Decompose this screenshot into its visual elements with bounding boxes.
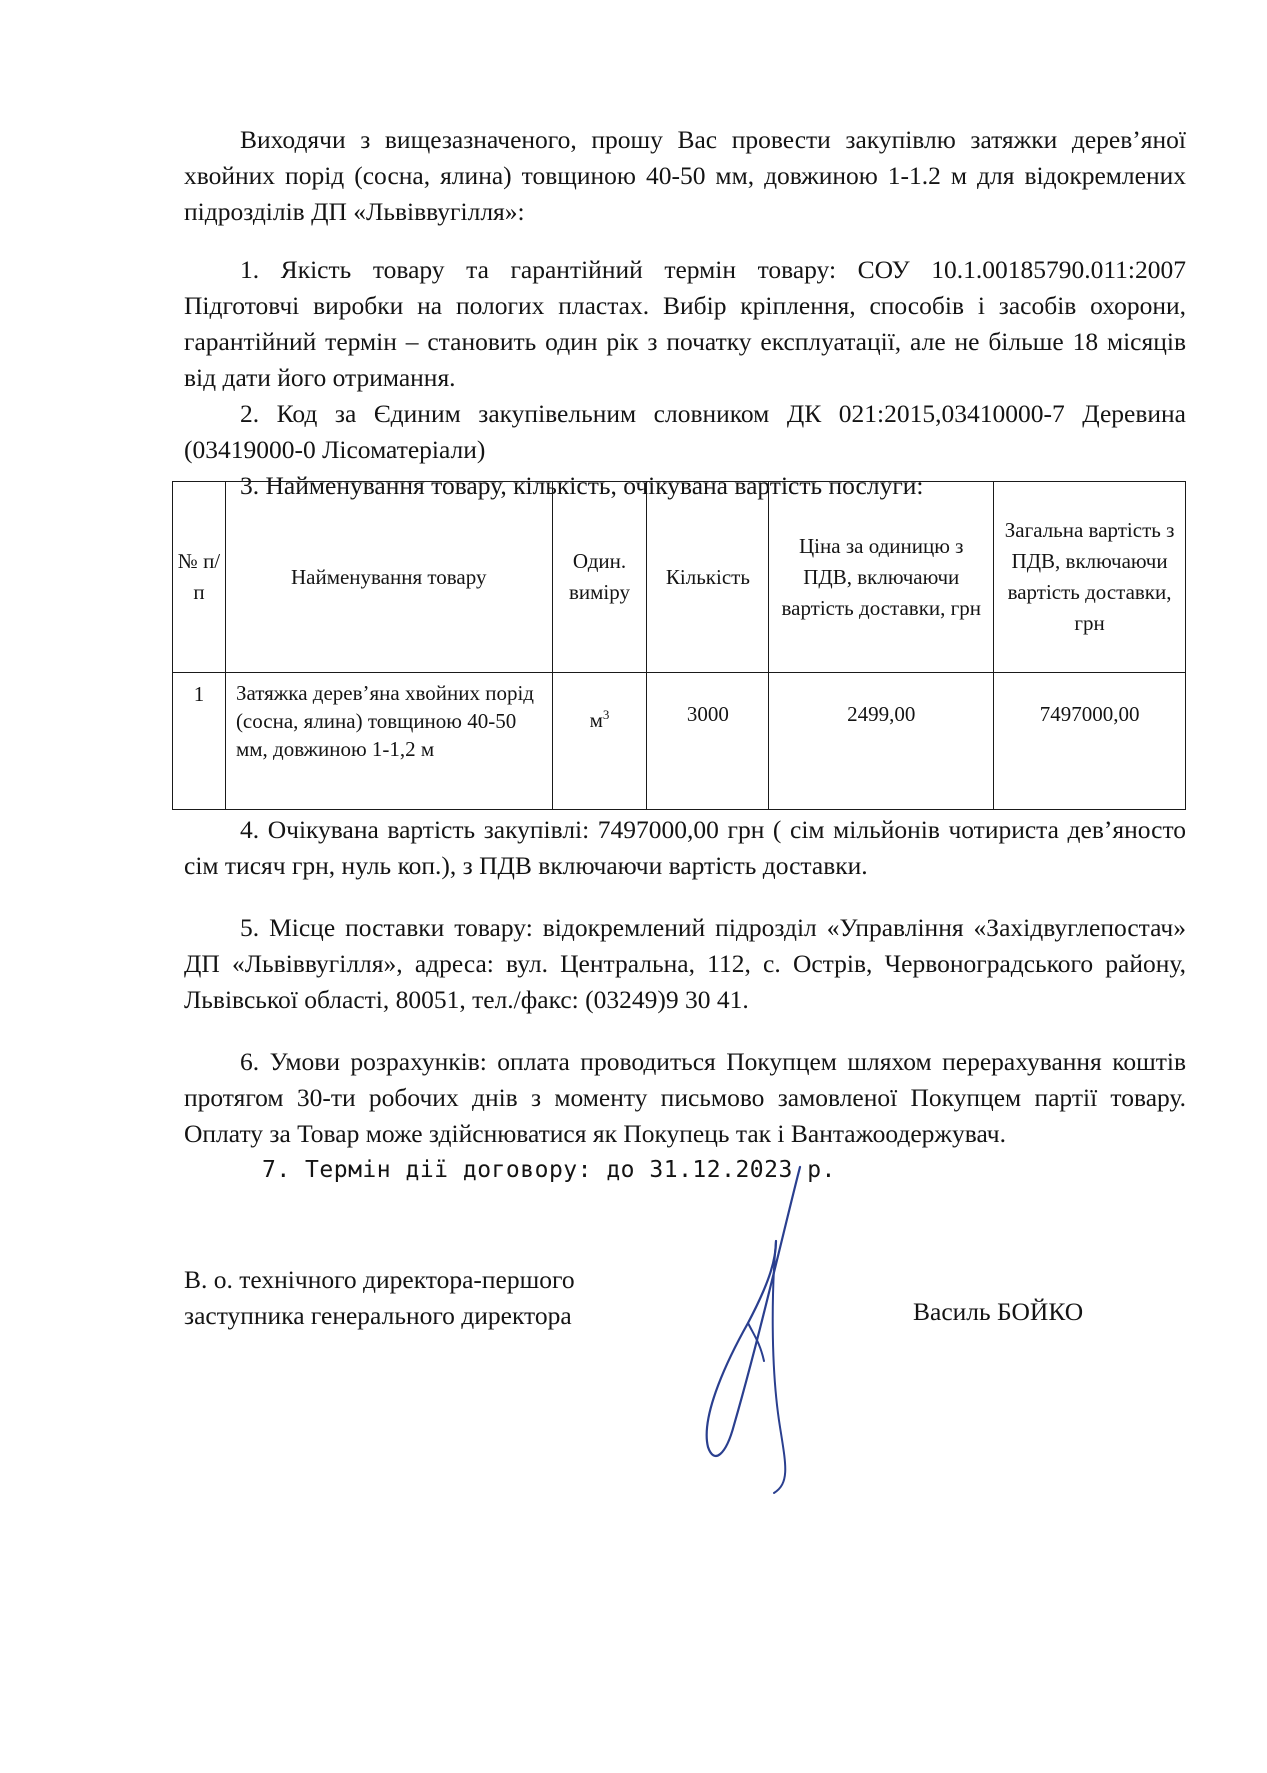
header-unit: Один. виміру bbox=[552, 482, 647, 673]
goods-table bbox=[172, 481, 1186, 810]
table-row bbox=[173, 673, 1186, 810]
cell-qty: 3000 bbox=[647, 673, 769, 810]
document-body-top bbox=[184, 122, 1186, 504]
handwritten-signature bbox=[690, 1165, 820, 1495]
header-name: Найменування товару bbox=[225, 482, 552, 673]
item-2-paragraph: 2. Код за Єдиним закупівельним словником ДК 021:2015,03410000-7 Деревина (03419000-0 Лісоматеріали) bbox=[184, 399, 1186, 464]
item-4-paragraph: 4. Очікувана вартість закупівлі: 7497000,00 грн ( сім мільйонів чотириста дев’яносто сім тисяч грн, нуль коп.), з ПДВ включаючи вартість доставки. bbox=[184, 815, 1186, 880]
cell-num: 1 bbox=[173, 673, 226, 810]
document-body-bottom bbox=[184, 812, 1186, 1188]
item-6-paragraph: 6. Умови розрахунків: оплата проводиться Покупцем шляхом перерахування коштів протягом 30-ти робочих днів з моменту письмово замовленої Покупцем партії товару. Оплату за Товар може здійснюватися як Покупець так і Вантажоодержувач. bbox=[184, 1047, 1186, 1148]
cell-unit bbox=[552, 673, 647, 810]
cell-price: 2499,00 bbox=[769, 673, 994, 810]
signer-position-line-2: заступника генерального директора bbox=[184, 1301, 572, 1330]
unit-text: м bbox=[589, 708, 603, 732]
header-qty: Кількість bbox=[647, 482, 769, 673]
intro-paragraph: Виходячи з вищезазначеного, прошу Вас провести закупівлю затяжки дерев’яної хвойних порід (сосна, ялина) товщиною 40-50 мм, довжиною 1-1.2 м для відокремлених підрозділів ДП «Львіввугілля»: bbox=[184, 125, 1186, 226]
unit-superscript: 3 bbox=[602, 707, 610, 722]
item-7-paragraph: 7. Термін дії договору: до 31.12.2023 р. bbox=[262, 1157, 836, 1183]
signer-position-line-1: В. о. технічного директора-першого bbox=[184, 1265, 575, 1294]
header-total: Загальна вартість з ПДВ, включаючи вартість доставки, грн bbox=[994, 482, 1186, 673]
signer-position bbox=[184, 1262, 575, 1334]
header-num: № п/п bbox=[173, 482, 226, 673]
cell-name: Затяжка дерев’яна хвойних порід (сосна, ялина) товщиною 40-50 мм, довжиною 1-1,2 м bbox=[225, 673, 552, 810]
cell-total: 7497000,00 bbox=[994, 673, 1186, 810]
signer-name: Василь БОЙКО bbox=[913, 1297, 1084, 1326]
table-header-row bbox=[173, 482, 1186, 673]
item-5-paragraph: 5. Місце поставки товару: відокремлений підрозділ «Управління «Західвуглепостач» ДП «Львіввугілля», адреса: вул. Центральна, 112, с. Острів, Червоноградського району, Львівської області, 80051, тел./факс: (03249)9 30 41. bbox=[184, 913, 1186, 1014]
item-3-paragraph: 3. Найменування товару, кількість, очікувана вартість послуги: bbox=[240, 471, 924, 500]
header-price: Ціна за одиницю з ПДВ, включаючи вартість доставки, грн bbox=[769, 482, 994, 673]
item-1-paragraph: 1. Якість товару та гарантійний термін товару: СОУ 10.1.00185790.011:2007 Підготовчі виробки на пологих пластах. Вибір кріплення, способів і засобів охорони, гарантійний термін – становить один рік з початку експлуатації, але не більше 18 місяців від дати його отримання. bbox=[184, 255, 1186, 392]
